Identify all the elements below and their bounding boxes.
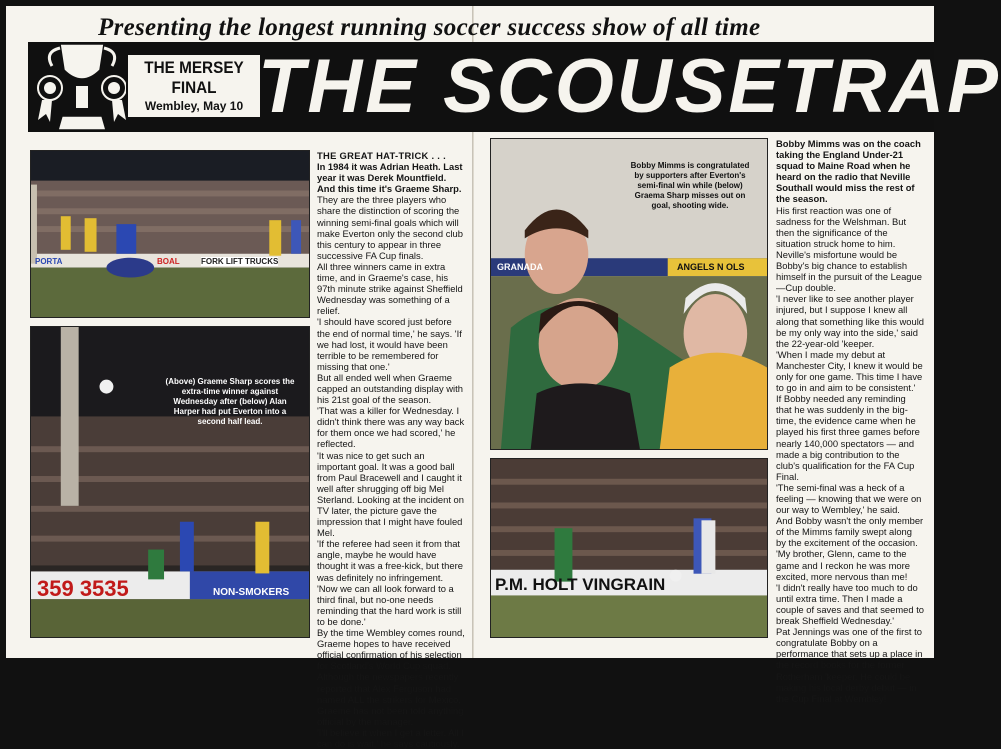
ad-board: BOAL bbox=[157, 257, 180, 266]
photo-sharp-goal-bottom-left bbox=[30, 326, 310, 638]
photo-sharp-shoots-wide-bottom-right bbox=[490, 458, 768, 638]
article-paragraph: 'I didn't really have too much to do until extra time. Then I made a couple of saves and that seemed to break Sheffield Wednesday.' bbox=[776, 581, 925, 627]
article-section-title: THE GREAT HAT-TRICK . . . bbox=[317, 150, 447, 161]
ad-board: P.M. HOLT VINGRAIN bbox=[495, 575, 666, 594]
left-article-column bbox=[317, 150, 465, 749]
right-article-column bbox=[776, 138, 924, 704]
article-paragraph: His first reaction was one of sadness for the Welshman. But then the significance of the situation struck home to him. Neville's misfortune would be Bobby's big chance to establish himself in the pursuit of the League—Cup double. bbox=[776, 204, 922, 294]
article-paragraph: 'That was a killer for Wednesday. I didn't think there was any way back for them once we had scored,' he reflected. bbox=[317, 405, 465, 450]
article-paragraph: If Bobby needed any reminding that he was suddenly in the big-time, the evidence came when he played his first three games before nearly 140,000 spectators — and made a big contribution to the club's qualification for the FA Cup Final. bbox=[776, 393, 920, 482]
ad-board: ANGELS N OLS bbox=[677, 262, 745, 272]
ad-phone-number: 359 3535 bbox=[37, 576, 129, 601]
box-line-2: FINAL bbox=[171, 78, 217, 97]
magazine-spread bbox=[6, 6, 1001, 749]
photo-match-action-top-left bbox=[30, 150, 310, 318]
article-paragraph: 'It was nice to get such an important goal. It was a good ball from Paul Bracewell and I caught it well after shrugging off big Mel Sterland. Looking at the incident on TV later, the picture gave the impression that I might have fouled Mel. bbox=[317, 449, 464, 539]
fa-cup-trophy-icon bbox=[30, 30, 134, 142]
title-banner bbox=[28, 42, 1001, 132]
article-lead: In 1984 it was Adrian Heath. Last year it was Derek Mountfield. And this time it's Graeme Sharp. bbox=[317, 161, 463, 195]
ad-board: GRANADA bbox=[497, 262, 543, 272]
page-headline: Presenting the longest running soccer success show of all time bbox=[98, 14, 761, 41]
article-paragraph: 'The semi-final was a heck of a feeling — knowing that we were on our way to Wembley,' he said. bbox=[776, 481, 922, 516]
box-line-3: Wembley, May 10 bbox=[144, 99, 244, 113]
article-lead: Bobby Mimms was on the coach taking the England Under-21 squad to Maine Road when he heard on the radio that Neville Southall would miss the rest of the season. bbox=[776, 138, 921, 205]
article-paragraph: 'If the referee had seen it from that angle, maybe he would have thought it was a free-kick, but there was definitely no infringement. bbox=[317, 538, 463, 583]
article-paragraph: 'When I made my debut at Manchester City, I knew it would be only for one game. This time I have to go in and aim to be consistent.' bbox=[776, 348, 923, 394]
photo-caption: (Above) Graeme Sharp scores the extra-time winner against Wednesday after (below) Alan Harper had put Everton into a second half lead. bbox=[165, 377, 295, 426]
article-paragraph: And Bobby wasn't the only member of the Mimms family swept along by the excitement of the occasion. 'My brother, Glenn, came to the game and I reckon he was more excited, more nervous than me! bbox=[776, 515, 924, 582]
ad-board: PORTA bbox=[35, 257, 63, 266]
mersey-final-box bbox=[126, 53, 262, 119]
article-paragraph: All three winners came in extra time, and in Graeme's case, his 97th minute strike against Sheffield Wednesday was something of a relief. bbox=[317, 260, 463, 317]
article-paragraph: But all ended well when Graeme capped an outstanding display with his 21st goal of the season. bbox=[317, 371, 463, 406]
photo-caption: Bobby Mimms is congratulated by supporters after Everton's semi-final win while (below) Graema Sharp misses out on goal, shooting wide. bbox=[630, 161, 750, 210]
article-paragraph: They are the three players who share the distinction of scoring the winning semi-final goals which will make Everton only the second club this century to appear in three successive FA Cup finals. bbox=[317, 194, 463, 261]
ad-non-smokers: NON-SMOKERS bbox=[213, 587, 290, 598]
photo-mimms-congratulated-top-right bbox=[490, 138, 768, 450]
article-paragraph: 'I'll believe it when I get a letter. All I can do is wait,' he says cautiously. bbox=[317, 726, 464, 749]
article-paragraph: Pat Jennings was one of the first to congratulate Bobby on a performance that sets up a place in the record books for the former Rotherham 'keeper. He could be making his local derby debut — in the Cup Final at Wembley! bbox=[776, 626, 923, 704]
ad-boards-top-left bbox=[31, 255, 311, 269]
article-paragraph: 'Now we can all look forward to a third final, but no-one needs reminding that the hard work is still to be done.' bbox=[317, 582, 462, 627]
ad-board: FORK LIFT TRUCKS bbox=[201, 257, 279, 266]
box-line-1: THE MERSEY bbox=[144, 58, 244, 77]
article-paragraph: 'I never like to see another player injured, but I suppose I knew all along that something like this would be my only way into the side,' said the 22-year-old 'keeper. bbox=[776, 293, 925, 349]
banner-title: THE SCOUSETRAP bbox=[258, 44, 1001, 129]
article-paragraph: By the time Wembley comes round, Graeme hopes to have received official confirmation of his selection for Scotland's World Cup squad. Although the newspapers recently reported that Alex Ferguson had named ALL the strikers for Mexico, Graeme has not been told anything official by the manager. bbox=[317, 627, 465, 727]
article-paragraph: 'I should have scored just before the end of normal time,' he says. 'If we had lost, it would have been terrible to be remembered for missing that one.' bbox=[317, 316, 462, 372]
